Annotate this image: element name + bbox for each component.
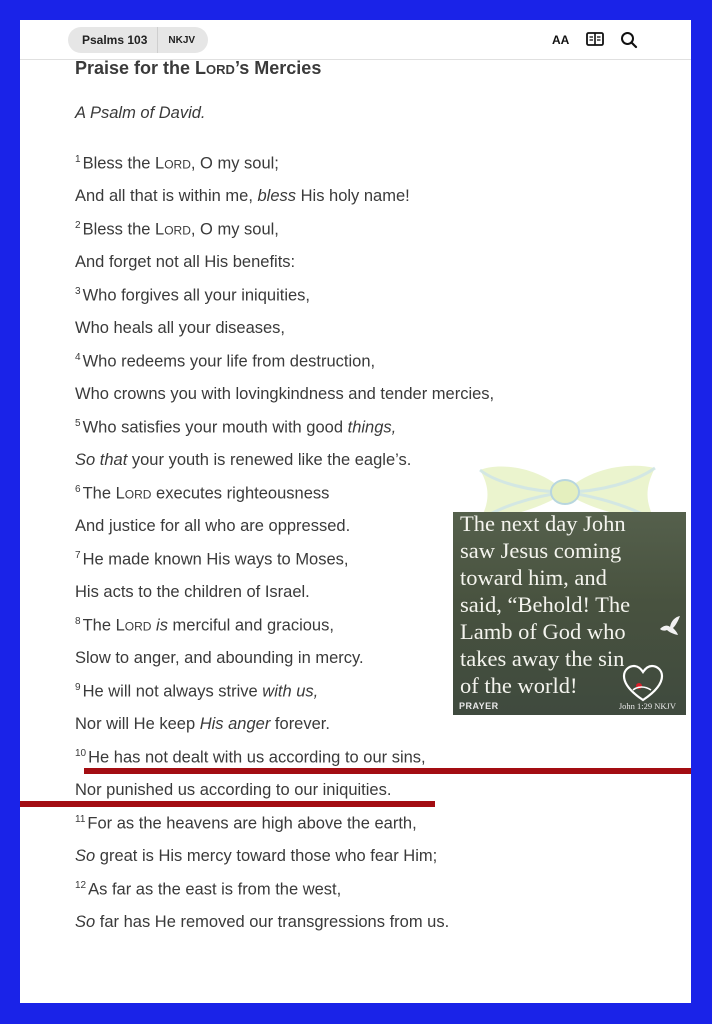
verse-2-line-1[interactable]: $^2$ Bless the Lord, O my soul, — [75, 220, 279, 239]
verse-6-line-2[interactable]: And justice for all who are oppressed. — [75, 517, 351, 535]
verse-12-line-1[interactable]: $^{12}$ As far as the east is from the west, — [75, 880, 342, 899]
verse-4-line-2[interactable]: Who crowns you with lovingkindness and tender mercies, — [75, 385, 495, 403]
verse-1-line-1[interactable]: $^1$ Bless the Lord, O my soul; — [75, 154, 279, 173]
parallel-view-icon[interactable] — [586, 31, 604, 49]
verse-11-line-2[interactable]: So great is His mercy toward those who fear Him; — [75, 847, 438, 865]
verse-7-line-1[interactable]: $^7$ He made known His ways to Moses, — [75, 550, 349, 569]
verse-image-card[interactable] — [453, 512, 686, 715]
verse-9-line-2[interactable]: Nor will He keep His anger forever. — [75, 715, 330, 733]
verse-3-line-1[interactable]: $^3$ Who forgives all your iniquities, — [75, 286, 310, 305]
red-underline-stroke — [84, 768, 691, 774]
verse-7-line-2[interactable]: His acts to the children of Israel. — [75, 583, 310, 601]
image-reference: John 1:29 NKJV — [618, 701, 676, 711]
verse-3-line-2[interactable]: Who heals all your diseases, — [75, 319, 286, 337]
section-heading: Praise for the Lord’s Mercies — [75, 58, 322, 78]
psalm-superscription: A Psalm of David. — [75, 104, 206, 122]
reader-page — [20, 20, 691, 1003]
text-size-icon[interactable]: AA — [552, 33, 570, 47]
verse-8-line-2[interactable]: Slow to anger, and abounding in mercy. — [75, 649, 364, 667]
verse-5-line-2[interactable]: So that your youth is renewed like the eagle’s. — [75, 451, 412, 469]
book-chapter-button[interactable]: Psalms 103 — [82, 33, 148, 47]
search-icon[interactable] — [620, 31, 638, 49]
heart-icon — [621, 664, 665, 704]
verse-2-line-2[interactable]: And forget not all His benefits: — [75, 253, 296, 271]
verse-4-line-1[interactable]: $^4$ Who redeems your life from destruction, — [75, 352, 376, 371]
verse-11-line-1[interactable]: $^{11}$ For as the heavens are high above the earth, — [75, 814, 417, 833]
verse-6-line-1[interactable]: $^6$ The Lord executes righteousness — [75, 484, 330, 503]
verse-9-line-1[interactable]: $^9$ He will not always strive with us, — [75, 682, 319, 701]
reader-toolbar — [20, 20, 691, 60]
verse-1-line-2[interactable]: And all that is within me, bless His holy name! — [75, 187, 410, 205]
image-category-label: PRAYER — [459, 701, 499, 711]
dove-icon — [658, 615, 682, 637]
verse-8-line-1[interactable]: $^8$ The Lord is merciful and gracious, — [75, 616, 334, 635]
verse-image-text: The next day John saw Jesus coming toward him, and said, “Behold! The Lamb of God who takes away the sin of the world! — [460, 512, 631, 698]
verse-10-line-2[interactable]: Nor punished us according to our iniquities. — [75, 781, 392, 799]
version-button[interactable]: NKJV — [168, 34, 196, 46]
verse-12-line-2[interactable]: So far has He removed our transgressions from us. — [75, 913, 450, 931]
verse-10-line-1[interactable]: $^{10}$ He has not dealt with us according to our sins, — [75, 748, 426, 767]
verse-5-line-1[interactable]: $^5$ Who satisfies your mouth with good things, — [75, 418, 397, 437]
passage-selector[interactable] — [68, 27, 208, 53]
red-underline-stroke — [20, 801, 435, 807]
